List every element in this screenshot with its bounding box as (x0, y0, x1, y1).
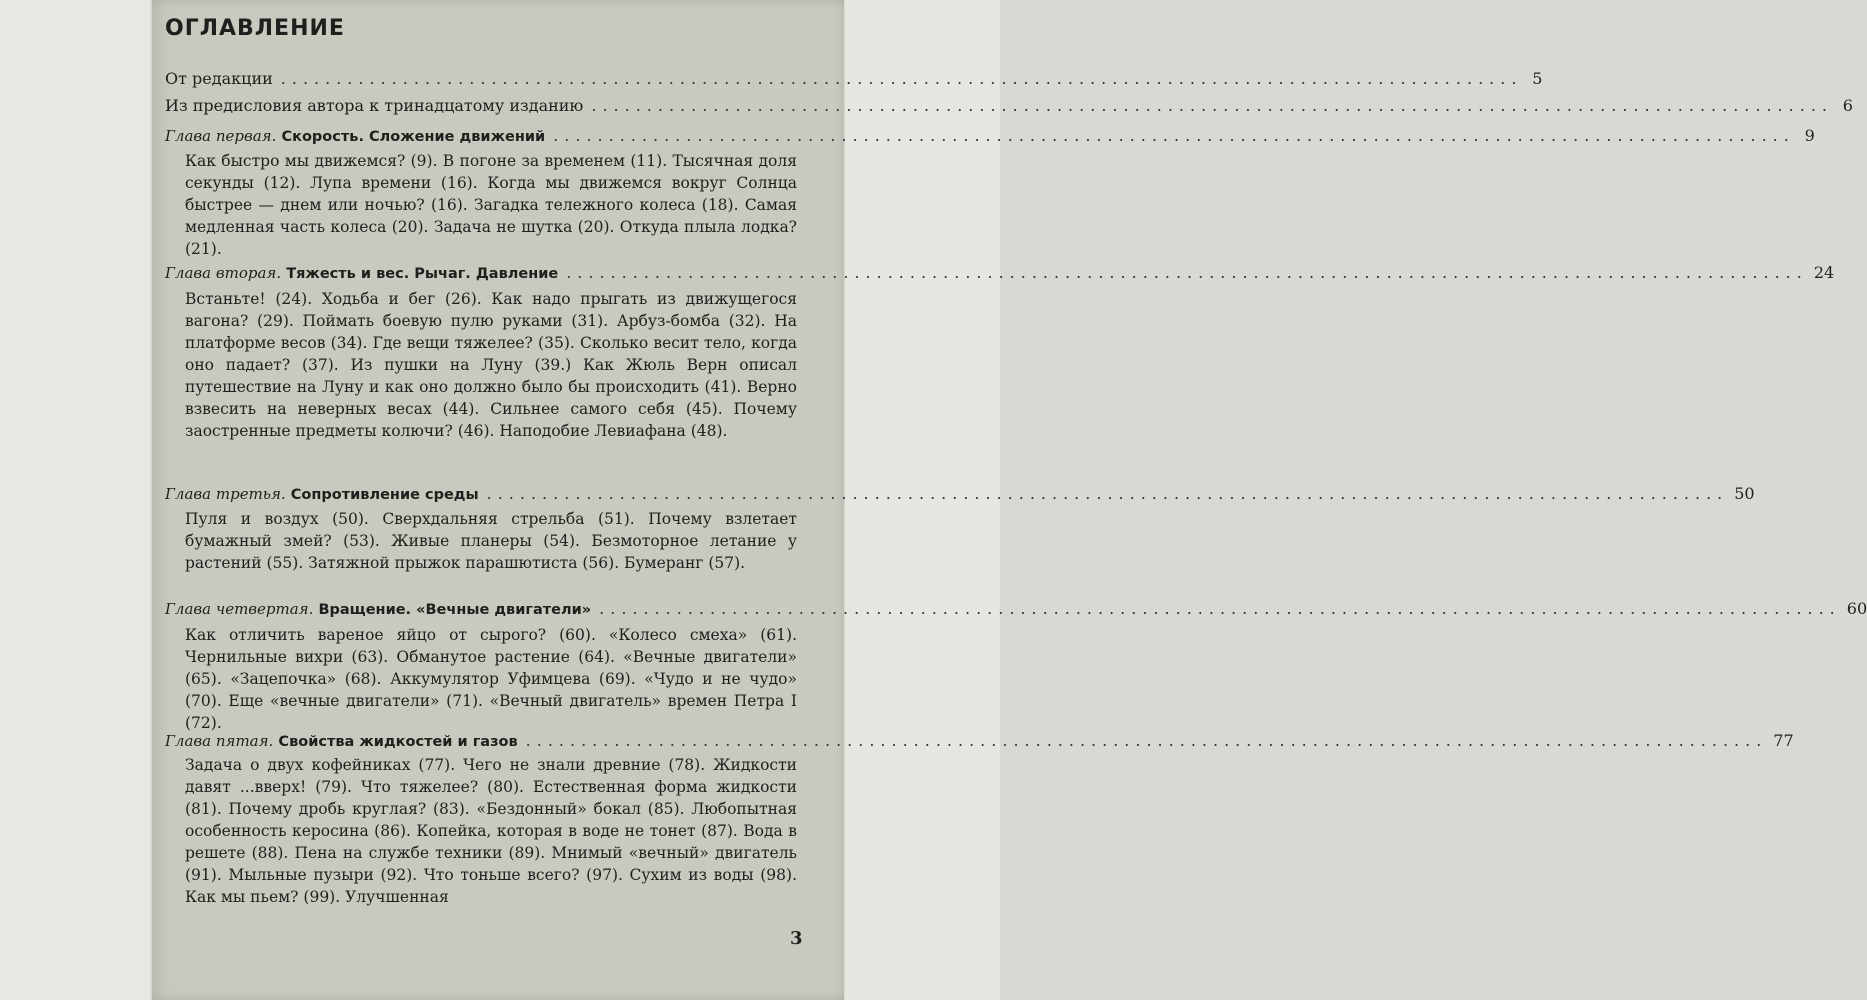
dot-leader: ................................................................................................................ (599, 599, 1841, 618)
chapter-heading-4 (165, 599, 1867, 623)
chapter-name: Вращение. «Вечные двигатели» (318, 602, 592, 618)
toc-page-number: 5 (1532, 69, 1543, 88)
toc-page-number: 24 (1813, 263, 1835, 282)
chapter-name: Тяжесть и вес. Рычаг. Давление (286, 266, 559, 282)
dot-leader: ................................................................................................................ (525, 731, 1768, 750)
page-number: 3 (790, 928, 803, 949)
chapter-heading-3 (165, 484, 1755, 508)
toc-page-number: 50 (1734, 484, 1755, 503)
chapter-contents-3: Пуля и воздух (50). Сверхдальняя стрельба (51). Почему взлетает бумажный змей? (53). Живые планеры (54). Безмоторное летание у растений (55). Затяжной прыжок парашютиста (56). Бумеранг (57). (185, 510, 797, 572)
chapter-contents-2: Встаньте! (24). Ходьба и бег (26). Как надо прыгать из движущегося вагона? (29). Поймать боевую пулю руками (31). Арбуз-бомба (32). На платформе весов (34). Где вещи тяжелее? (35). Сколько весит тело, когда оно падает? (37). Из пушки на Луну (39.) Как Жюль Верн описал путешествие на Луну и как оно должно было бы происходить (41). Верно взвесить на неверных весах (44). Сильнее самого себя (45). Почему заостренные предметы колючи? (46). Наподобие Левиафана (48). (185, 290, 797, 440)
toc-page-number: 60 (1846, 599, 1867, 618)
chapter-contents-4: Как отличить вареное яйцо от сырого? (60). «Колесо смеха» (61). Чернильные вихри (63). Обманутое растение (64). «Вечные двигатели» (65). «Зацепочка» (68). Аккумулятор Уфимцева (69). «Чудо и не чудо» (70). Еще «вечные двигатели» (71). «Вечный двигатель» времен Петра I (72). (185, 626, 797, 732)
chapter-label: Глава вторая. (165, 264, 282, 282)
chapter-name: Сопротивление среды (290, 487, 479, 503)
chapter-heading-2 (165, 263, 1835, 287)
chapter-contents-5: Задача о двух кофейниках (77). Чего не знали древние (78). Жидкости давят ...вверх! (79). Что тяжелее? (80). Естественная форма жидкости (81). Почему дробь круглая? (83). «Бездонный» бокал (85). Любопытная особенность керосина (86). Копейка, которая в воде не тонет (87). Вода в решете (88). Пена на службе техники (89). Мнимый «вечный» двигатель (91). Мыльные пузыри (92). Что тоньше всего? (97). Сухим из воды (98). Как мы пьем? (99). Улучшенная (185, 756, 797, 906)
toc-page-number: 9 (1804, 126, 1815, 145)
toc-entry-text: Из предисловия автора к тринадцатому изданию (165, 96, 584, 115)
dot-leader: ................................................................................................................ (280, 69, 1523, 88)
page-title: ОГЛАВЛЕНИЕ (165, 16, 345, 41)
chapter-heading-1 (165, 126, 1815, 150)
chapter-label: Глава четвертая. (165, 600, 314, 618)
chapter-name: Свойства жидкостей и газов (278, 734, 518, 750)
chapter-heading-5 (165, 731, 1794, 755)
toc-page-number: 6 (1842, 96, 1853, 115)
chapter-contents-1: Как быстро мы движемся? (9). В погоне за временем (11). Тысячная доля секунды (12). Лупа времени (16). Когда мы движемся вокруг Солнца быстрее — днем или ночью? (16). Загадка тележного колеса (18). Самая медленная часть колеса (20). Задача не шутка (20). Откуда плыла лодка? (21). (185, 152, 797, 258)
dot-leader: ................................................................................................................ (553, 126, 1795, 145)
chapter-name: Скорость. Сложение движений (281, 129, 546, 145)
book-page (152, 0, 1867, 1000)
chapter-label: Глава третья. (165, 485, 286, 503)
background-left (0, 0, 150, 1000)
toc-entry-text: От редакции (165, 69, 273, 88)
dot-leader: ................................................................................................................ (591, 96, 1833, 115)
dot-leader: ................................................................................................................ (486, 484, 1729, 503)
chapter-label: Глава пятая. (165, 732, 274, 750)
toc-entry-preface (165, 96, 1853, 120)
dot-leader: ................................................................................................................ (566, 263, 1808, 282)
chapter-label: Глава первая. (165, 127, 277, 145)
toc-page-number: 77 (1773, 731, 1794, 750)
toc-entry-editorial (165, 69, 1543, 93)
